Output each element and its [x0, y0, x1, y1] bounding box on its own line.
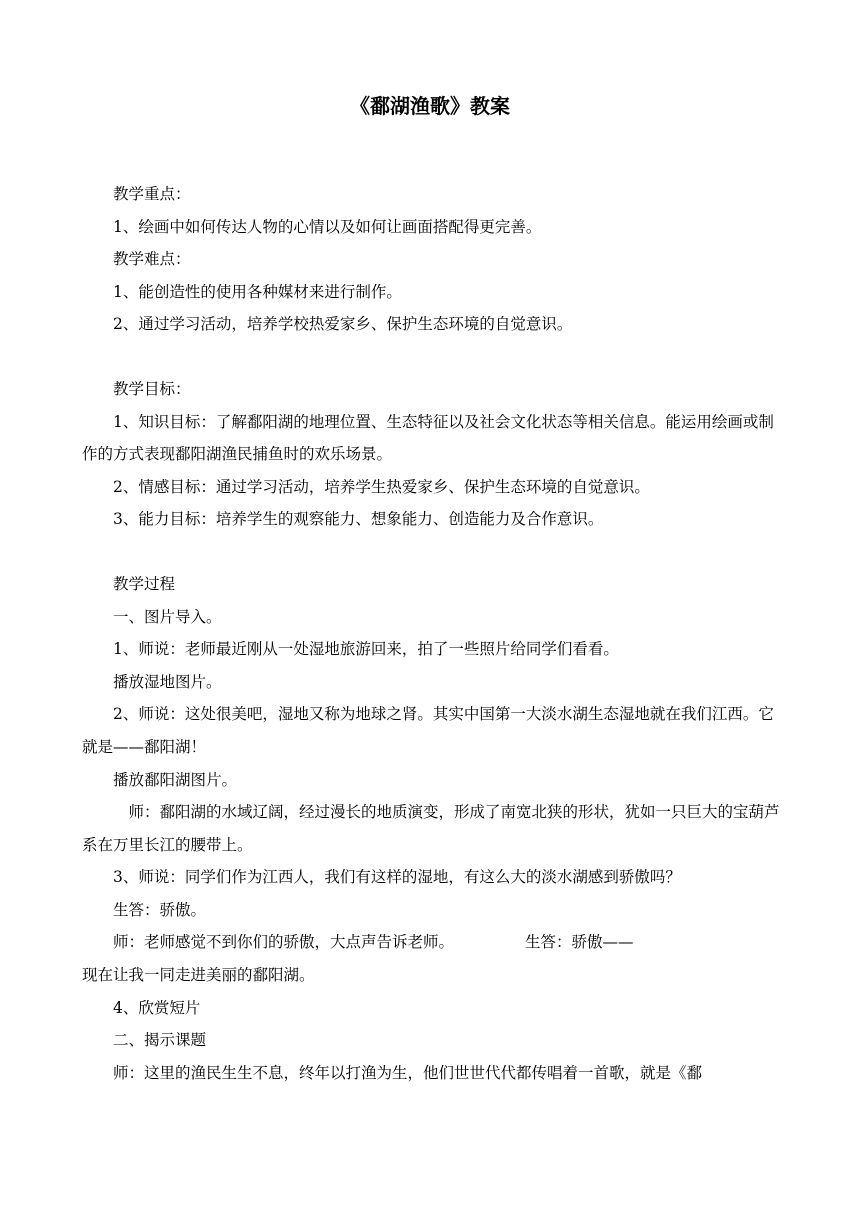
key-point-item: 1、绘画中如何传达人物的心情以及如何让画面搭配得更完善。 [113, 217, 542, 236]
paragraph-gap [82, 341, 780, 373]
paragraph-gap [82, 536, 780, 568]
process-paragraph: 师：这里的渔民生生不息，终年以打渔为生，他们世世代代都传唱着一首歌，就是《鄱 [113, 1063, 703, 1082]
document-title: 《鄱湖渔歌》教案 [350, 94, 510, 118]
process-section-heading: 二、揭示课题 [113, 1031, 207, 1050]
process-paragraph [82, 926, 780, 959]
process-paragraph: 生答：骄傲。 [113, 900, 207, 919]
process-heading: 教学过程 [113, 574, 176, 593]
process-paragraph: 4、欣赏短片 [113, 998, 201, 1017]
objective-item: 2、情感目标：通过学习活动，培养学生热爱家乡、保护生态环境的自觉意识。 [113, 477, 650, 496]
process-paragraph: 现在让我一同走进美丽的鄱阳湖。 [82, 966, 315, 985]
process-paragraph: 1、师说：老师最近刚从一处湿地旅游回来，拍了一些照片给同学们看看。 [113, 640, 619, 659]
process-section-heading: 一、图片导入。 [113, 607, 222, 626]
process-paragraph: 播放鄱阳湖图片。 [113, 770, 238, 789]
document-body [82, 178, 780, 1089]
difficulty-item: 1、能创造性的使用各种媒材来进行制作。 [113, 282, 402, 301]
teacher-line: 师：老师感觉不到你们的骄傲，大点声告诉老师。 [113, 933, 455, 952]
process-paragraph: 2、师说：这处很美吧，湿地又称为地球之肾。其实中国第一大淡水湖生态湿地就在我们江西。它就是——鄱阳湖！ [82, 705, 774, 756]
process-paragraph: 3、师说：同学们作为江西人，我们有这样的湿地，有这么大的淡水湖感到骄傲吗？ [113, 868, 681, 887]
objective-item: 3、能力目标：培养学生的观察能力、想象能力、创造能力及合作意识。 [113, 510, 604, 529]
process-paragraph: 播放湿地图片。 [113, 672, 222, 691]
process-paragraph: 师：鄱阳湖的水域辽阔，经过漫长的地质演变，形成了南宽北狭的形状，犹如一只巨大的宝葫芦系在万里长江的腰带上。 [82, 803, 780, 854]
objectives-heading: 教学目标： [113, 379, 191, 398]
key-points-heading: 教学重点： [113, 185, 191, 203]
student-answer: 生答：骄傲—— [525, 933, 634, 952]
difficulties-heading: 教学难点： [113, 250, 191, 269]
difficulty-item: 2、通过学习活动，培养学校热爱家乡、保护生态环境的自觉意识。 [113, 315, 573, 334]
objective-item: 1、知识目标：了解鄱阳湖的地理位置、生态特征以及社会文化状态等相关信息。能运用绘画或制作的方式表现鄱阳湖渔民捕鱼时的欢乐场景。 [82, 412, 774, 464]
